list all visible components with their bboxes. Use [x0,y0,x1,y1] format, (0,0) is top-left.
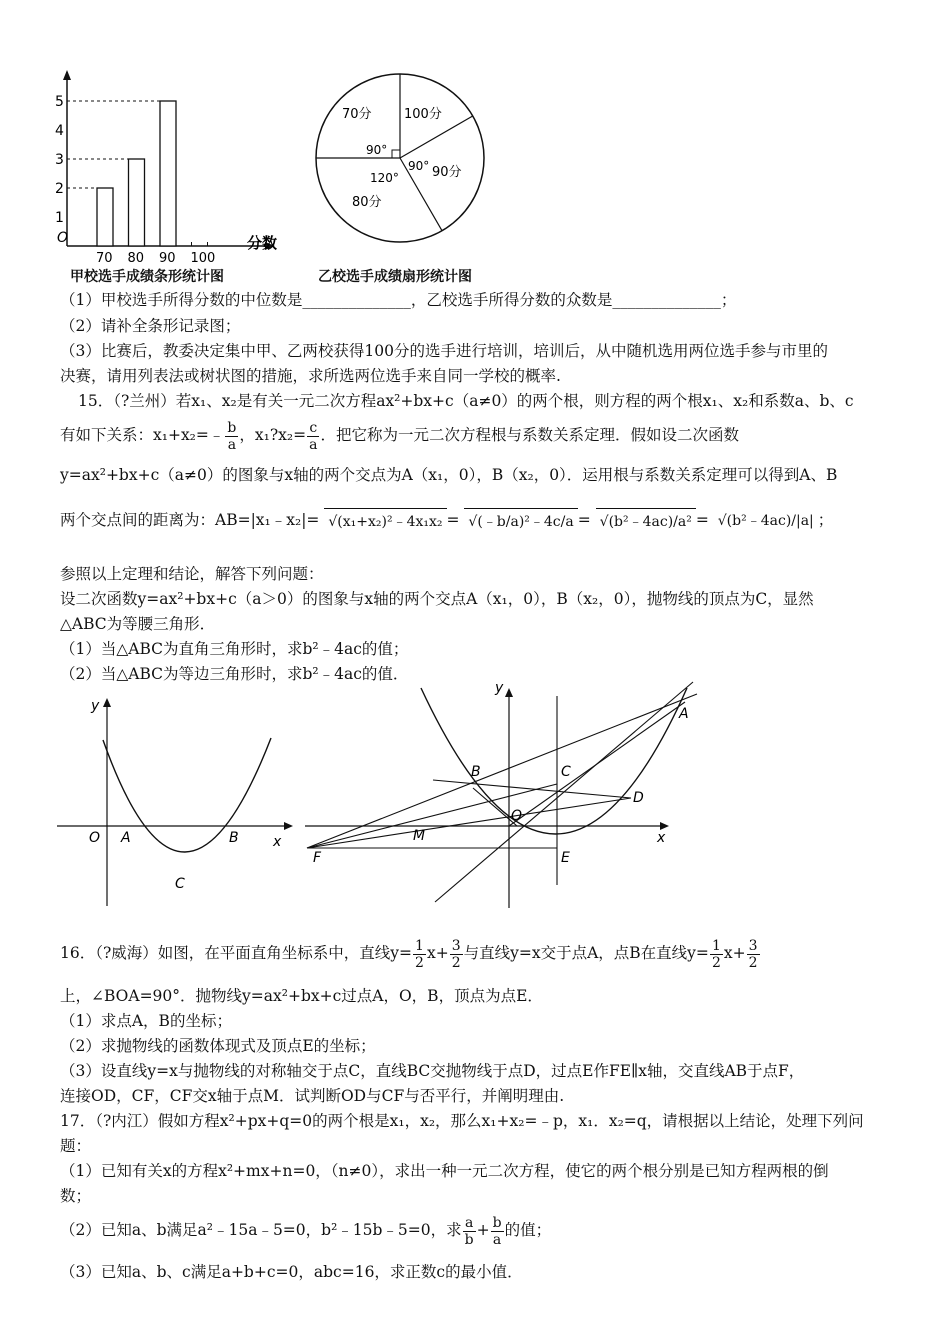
x-tick-label: 90 [159,251,176,266]
q15-line2 [60,418,739,453]
y-axis-arrow-icon [103,698,111,707]
sqrt-expression-1: √(x₁+x₂)²﹣4x₁x₂ [324,508,446,535]
q14-part3b: 决赛，请用列表法或树状图的措施，求所选两位选手来自同一学校的概率. [60,367,561,385]
q15-line1: 15．（?兰州）若x₁、x₂是有关一元二次方程ax²+bx+c（a≠0）的两个根，则方程的两个根x₁、x₂和系数a、b、c [78,392,854,410]
q15-line4: 两个交点间的距离为：AB=|x₁﹣x₂|= √(x₁+x₂)²﹣4x₁x₂ = √(﹣b/a)²﹣4c/a = √(b²﹣4ac)/a² = √(b²﹣4ac)/|a| ； [60,490,833,550]
q15-line8: （1）当△ABC为直角三角形时，求b²﹣4ac的值； [60,640,409,658]
point-b-label: B [229,830,239,846]
q14-part1: （1）甲校选手所得分数的中位数是______________，乙校选手所得分数的众数是______________； [60,291,737,309]
origin-label: O [57,230,69,246]
point-m-label: M [413,828,426,844]
q16-line1: 16．（?威海）如图，在平面直角坐标系中，直线y= $\frac{1}{2}$ x+ $\frac{3}{2}$ 与直线y=x交于点A，点B在直线y= $\frac{1}{2}$ x+ $\frac{3}{2}$ [60,937,758,971]
bar-80 [129,159,145,246]
y-axis-arrow-icon [63,70,71,80]
q15-line3: y=ax²+bx+c（a≠0）的图象与x轴的两个交点为A（x₁，0），B（x₂，0）．运用根与系数关系定理可以得到A、B [60,466,838,484]
sqrt-expression-3: √(b²﹣4ac)/a² [596,508,696,535]
y-tick-label: 5 [55,94,64,110]
point-f-label: F [313,850,322,866]
point-b-label: B [471,764,481,780]
y-label: y [91,698,100,714]
x-axis-label: 分数 [247,234,278,252]
origin-label: O [89,830,101,846]
q15-l2a: 有如下关系：x₁+x₂=﹣ [60,426,225,444]
fraction-c-over-a: $\frac{c}{a}$ [309,419,318,453]
fraction-one-half-b: $\frac{1}{2}$ [711,937,721,971]
x-tick-label: 80 [127,251,145,266]
q16-line4: （2）求抛物线的函数体现式及顶点E的坐标； [60,1037,376,1055]
q14-part2: （2）请补全条形记录图； [60,317,241,335]
line-bc [433,780,631,798]
point-a-label: A [121,830,131,846]
pie-chart-title: 乙校选手成绩扇形统计图 [318,269,472,285]
line-od [307,798,631,848]
point-c-label: C [561,764,571,780]
x-label: x [657,830,666,846]
sqrt-expression-4: √(b²﹣4ac)/|a| [717,513,814,529]
q16-line3: （1）求点A，B的坐标； [60,1012,232,1030]
y-tick-label: 3 [55,152,64,168]
line-oa [509,702,685,826]
y-label: y [495,680,504,696]
figure-parabola-q15 [55,690,300,910]
q15-l2b: ，x₁?x₂= [239,426,307,444]
q16-line5: （3）设直线y=x与抛物线的对称轴交于点C，直线BC交抛物线于点D，过点E作FE∥x轴，交直线AB于点F， [60,1062,805,1080]
x-axis-arrow-icon [284,822,293,830]
fraction-one-half: $\frac{1}{2}$ [415,937,424,971]
parabola-curve [421,688,687,834]
point-d-label: D [633,790,644,806]
q17-line6: （3）已知a、b、c满足a+b+c=0，abc=16，求正数c的最小值． [60,1263,523,1281]
pie-label-100: 100分 [404,107,442,122]
x-tick-label: 70 [96,251,113,266]
pie-label-80: 80分 [352,195,382,210]
q15-l4: 两个交点间的距离为：AB=|x₁﹣x₂|= [60,511,320,529]
pie-label-90: 90分 [432,165,462,180]
point-a-label: A [679,706,689,722]
pie-angle-120: 120° [370,171,399,185]
pie-chart [312,72,488,248]
q16-line6: 连接OD，CF，CF交x轴于点M．试判断OD与CF与否平行，并阐明理由. [60,1087,565,1105]
bar-chart-title: 甲校选手成绩条形统计图 [70,269,224,285]
pie-label-70: 70分 [342,107,372,122]
q14-part3a: （3）比赛后，教委决定集中甲、乙两校获得100分的选手进行培训，培训后，从中随机选用两位选手参与市里的 [60,342,828,360]
bar-chart [55,70,295,270]
bar-90 [160,101,176,246]
figure-geometry-q16 [305,680,700,910]
vertex-c-label: C [175,876,185,892]
origin-label: O [511,808,523,824]
x-axis-arrow-icon [660,822,669,830]
q15-line7: △ABC为等腰三角形． [60,615,216,633]
y-tick-label: 1 [55,210,64,226]
fraction-three-halves: $\frac{3}{2}$ [451,937,461,971]
pie-angle-90-right: 90° [408,159,430,173]
fraction-b-over-a: $\frac{b}{a}$ [227,419,237,453]
line-ab [307,694,697,848]
pie-angle-90-left: 90° [366,143,388,157]
fraction-b-over-a-2: $\frac{b}{a}$ [492,1214,502,1248]
q17-line5: （2）已知a、b满足a²﹣15a﹣5=0，b²﹣15b﹣5=0，求 $\frac{a}{b}$ + $\frac{b}{a}$ 的值； [60,1214,552,1248]
q17-line4: 数； [60,1187,92,1205]
y-tick-label: 4 [55,123,64,139]
fraction-a-over-b: $\frac{a}{b}$ [464,1214,474,1248]
y-tick-label: 2 [55,181,64,197]
q15-line6: 设二次函数y=ax²+bx+c（a＞0）的图象与x轴的两个交点A（x₁，0），B（x₂，0），抛物线的顶点为C，显然 [60,590,814,608]
x-label: x [273,834,282,850]
vertex-e-label: E [561,850,570,866]
q15-line9: （2）当△ABC为等边三角形时，求b²﹣4ac的值． [60,665,409,683]
x-tick-label: 100 [190,251,216,266]
q15-l2c: ．把它称为一元二次方程根与系数关系定理．假如设二次函数 [320,426,739,444]
q16-line2: 上，∠BOA=90°．抛物线y=ax²+bx+c过点A，O，B，顶点为点E． [60,987,543,1005]
q17-line3: （1）已知有关x的方程x²+mx+n=0，（n≠0），求出一种一元二次方程，使它的两个根分别是已知方程两根的倒 [60,1162,829,1180]
q15-line5: 参照以上定理和结论，解答下列问题： [60,565,324,583]
q17-line2: 题： [60,1137,92,1155]
q17-line1: 17．（?内江）假如方程x²+px+q=0的两个根是x₁，x₂，那么x₁+x₂=﹣p，x₁．x₂=q，请根据以上结论，处理下列问 [60,1112,864,1130]
bar-70 [97,188,113,246]
fraction-three-halves-b: $\frac{3}{2}$ [748,937,758,971]
sqrt-expression-2: √(﹣b/a)²﹣4c/a [464,508,577,535]
y-axis-arrow-icon [505,688,513,697]
